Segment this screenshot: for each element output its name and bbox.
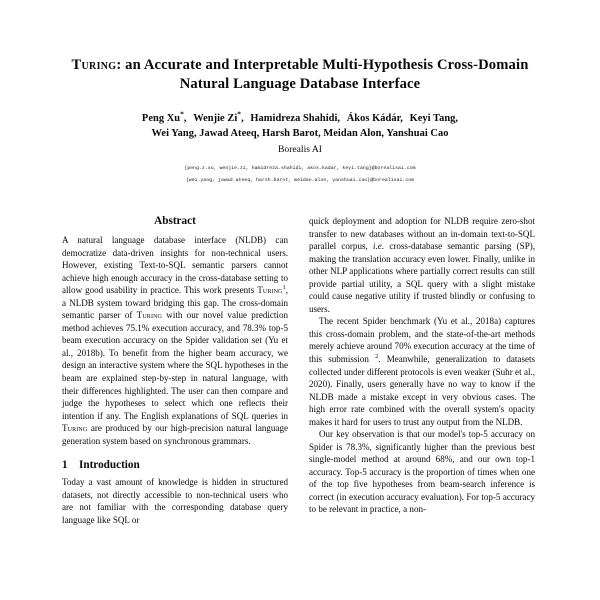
- author-line-2: Wei Yang, Jawad Ateeq, Harsh Barot, Meidan Alon, Yanshuai Cao: [151, 127, 449, 139]
- author-keyi-tang: Keyi Tang,: [409, 112, 459, 124]
- abstract-part-1: A natural language database interface (NLDB) can democratize data-driven insights for non-technical users. However, existing Text-to-SQL semantic parsers cannot achieve high enough accuracy in the cross-database setting to allow good usability in practice. This work presents: [62, 235, 288, 296]
- latin-abbreviation: i.e.: [373, 241, 385, 252]
- footnote-marker-2: 2: [375, 352, 379, 360]
- abstract-heading: Abstract: [154, 215, 196, 228]
- right-para1-part2: cross-database semantic parsing (SP), making the translation accuracy even lower. Finally, unlike in other NLP applications where partially correct results can still provide partial utility, a SQL query with a slight mistake could cause negative utility if trusted blindly or confusing to users.: [309, 241, 536, 314]
- system-name-mention: Turing: [62, 423, 88, 434]
- author-akos-kadar: Ákos Kádár,: [346, 112, 403, 124]
- abstract-paragraph: [62, 234, 288, 447]
- equal-contribution-marker: *: [180, 109, 184, 119]
- author-wenjie-zi: Wenjie Zi: [193, 112, 238, 124]
- right-para1-part1: quick deployment and adoption for NLDB require zero-shot transfer to new databases without an in-domain text-to-SQL parallel corpus,: [309, 216, 535, 252]
- section-title: Introduction: [79, 459, 140, 472]
- equal-contribution-marker: *: [237, 109, 242, 119]
- email-line-1: {peng.z.xu, wenjie.zi, hamidreza.shahidi, akos.kadar, keyi.tang}@borealisai.com: [184, 165, 416, 171]
- author-hamidreza-shahidi: Hamidreza Shahidi,: [250, 112, 341, 124]
- abstract-part-2: , a NLDB system toward bridging this gap. The cross-domain semantic parser of: [62, 285, 288, 321]
- email-block: [62, 157, 538, 187]
- section-number: 1: [62, 459, 68, 472]
- right-paragraph-2: [309, 315, 535, 428]
- system-name-mention: Turing: [136, 310, 163, 321]
- title-line2: Natural Language Database Interface: [179, 76, 421, 93]
- abstract-part-4: are produced by our high-precision natural language generation system based on synchronous grammars.: [62, 423, 288, 446]
- author-peng-xu: Peng Xu: [141, 112, 181, 124]
- email-line-2: {wei.yang, jawad.ateeq, harsh.barot, meidan.alon, yanshuai.cao}@borealisai.com: [185, 177, 415, 183]
- title-line1-rest: : an Accurate and Interpretable Multi-Hypothesis Cross-Domain: [116, 57, 529, 73]
- right-para2-part2: . Meanwhile, generalization to datasets collected under different protocols is even weaker (Suhr et al., 2020). Finally, users generally have no way to know if the NLDB made a mistake except in very obvious cases. The high error rate combined with the overall system's opacity makes it hard for users to trust any output from the NLDB.: [309, 353, 536, 427]
- body-columns: [62, 186, 538, 526]
- affiliation: Borealis AI: [278, 144, 322, 156]
- footnote-marker-1: 1: [282, 284, 286, 292]
- page-title: [62, 0, 538, 95]
- right-para2-part1: The recent Spider benchmark (Yu et al., 2018a) captures this cross-domain problem, and the state-of-the-art methods merely achieve around 70% execution accuracy at the time of this submission: [309, 316, 535, 364]
- right-column: [309, 215, 535, 526]
- author-list: [62, 95, 538, 142]
- right-paragraph-1: [309, 215, 535, 315]
- right-paragraph-3: Our key observation is that our model's top-5 accuracy on Spider is 78.3%, significantly higher than the previous best single-model method at around 68%, and our own top-1 accuracy. Top-5 accuracy is the proportion of times when one of the top five hypotheses from beam-search inference is correct (in execution accuracy evaluation). For top-5 accuracy to be relevant in practice, a non-: [309, 429, 535, 515]
- title-system-name: Turing: [71, 57, 117, 73]
- system-name-mention: Turing: [257, 285, 283, 296]
- introduction-paragraph-1: Today a vast amount of knowledge is hidden in structured datasets, not directly accessible to non-technical users who are not familiar with the corresponding database query language like SQL or: [62, 477, 288, 525]
- left-column: [62, 215, 288, 526]
- author-line-1: Peng Xu*, Wenjie Zi*, Hamidreza Shahidi, Ákos Kádár, Keyi Tang,: [141, 109, 459, 124]
- section-heading-introduction: [62, 459, 288, 471]
- abstract-part-3: with our novel value prediction method achieves 75.1% execution accuracy, and 78.3% top-5 beam execution accuracy on the Spider validation set (Yu et al., 2018b). To benefit from the higher beam accuracy, we design an interactive system where the SQL hypotheses in the beam are explained step-by-step in natural language, with their differences highlighted. The user can then compare and judge the hypotheses to select which one reflects their intention if any. The English explanations of SQL queries in: [62, 310, 288, 421]
